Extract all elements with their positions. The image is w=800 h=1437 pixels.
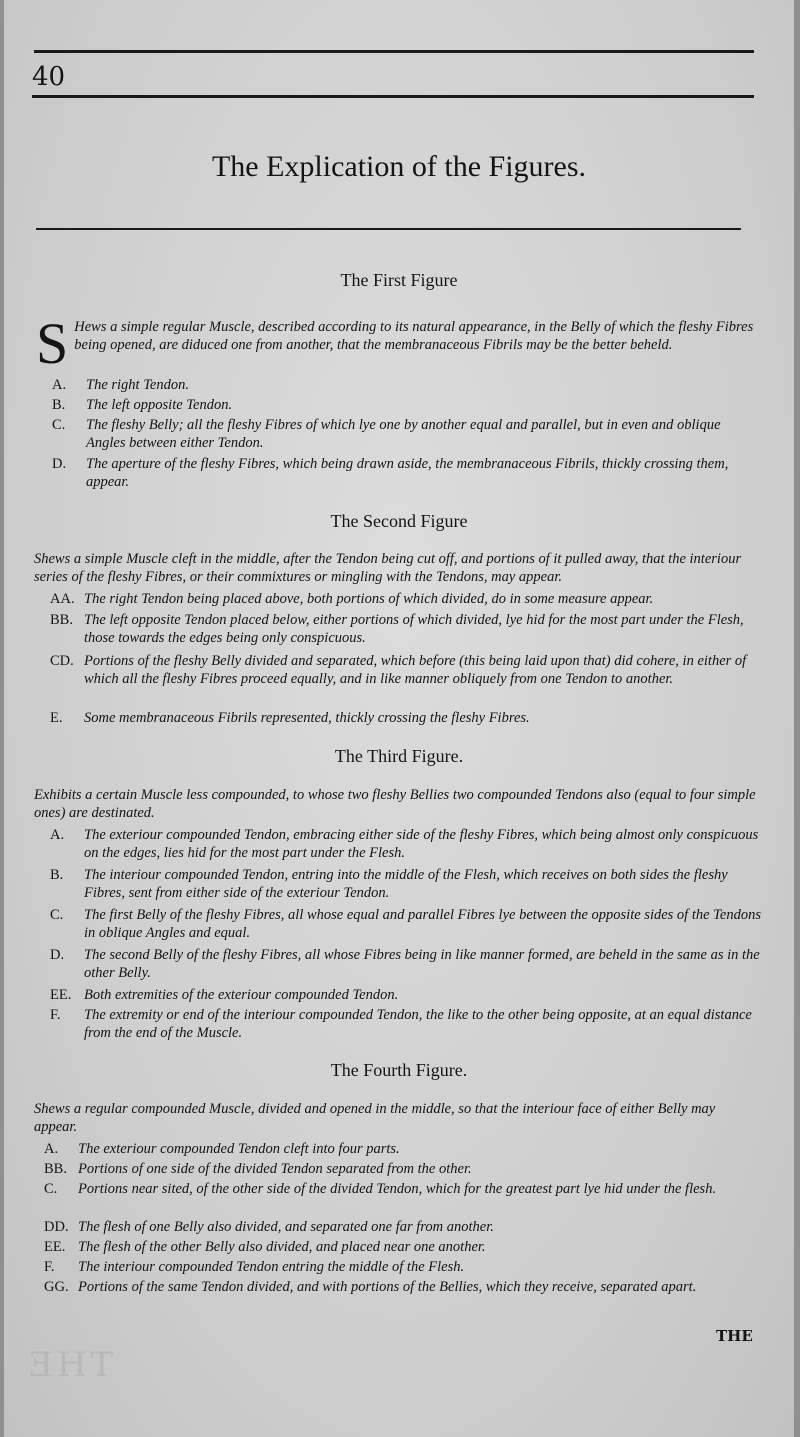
list-item: [50, 611, 762, 647]
item-text: The flesh of one Belly also divided, and separated one far from another.: [78, 1219, 494, 1235]
item-text: Some membranaceous Fibrils represented, thickly crossing the fleshy Fibres.: [84, 710, 530, 726]
title-rule: [36, 228, 741, 230]
item-key: E.: [50, 710, 63, 726]
item-text: Portions of one side of the divided Tendon separated from the other.: [78, 1161, 472, 1177]
list-item: [52, 396, 762, 414]
item-text: Both extremities of the exteriour compounded Tendon.: [84, 987, 399, 1003]
section-heading: The First Figure: [340, 270, 458, 290]
item-key: C.: [50, 907, 64, 923]
item-key: F.: [44, 1259, 55, 1275]
item-text: The fleshy Belly; all the fleshy Fibres of which lye one by another equal and parallel, but in even and oblique Angles between either Tendon.: [86, 417, 721, 451]
section-intro: Shews a simple Muscle cleft in the middle, after the Tendon being cut off, and portions of it pulled away, that the interiour series of the fleshy Fibres, or their commixtures or mingling with the Tendons, may appear.: [34, 551, 742, 585]
list-item: [50, 866, 762, 902]
page-number: 40: [32, 62, 66, 92]
page-title: The Explication of the Figures.: [211, 150, 587, 183]
catchword: THE: [716, 1327, 753, 1345]
section-heading: The Third Figure.: [334, 746, 464, 766]
item-key: A.: [50, 827, 65, 843]
item-text: The interiour compounded Tendon entring the middle of the Flesh.: [78, 1259, 465, 1275]
list-item: [50, 1006, 762, 1042]
list-item: [50, 652, 762, 688]
item-text: Portions of the fleshy Belly divided and separated, which before (this being laid upon that) did cohere, in either of which all the fleshy Fibres proceed equally, and in like manner obliquely from one Tendon to another.: [84, 653, 747, 687]
section-intro: [36, 311, 761, 376]
item-key: A.: [44, 1141, 59, 1157]
item-key: AA.: [50, 591, 75, 607]
bleed-through-text: THE: [24, 1345, 114, 1385]
list-item: [50, 826, 762, 862]
top-rule: [34, 50, 754, 53]
item-key: BB.: [44, 1161, 67, 1177]
list-item: [44, 1258, 762, 1276]
list-item: [44, 1180, 762, 1198]
item-text: Portions near sited, of the other side of the divided Tendon, which for the greatest part lye hid under the flesh.: [78, 1181, 717, 1197]
item-text: The exteriour compounded Tendon, embracing either side of the fleshy Fibres, which being almost only conspicuous on the edges, lies hid for the most part under the Flesh.: [84, 827, 759, 861]
item-key: GG.: [44, 1279, 69, 1295]
item-key: B.: [50, 867, 64, 883]
item-text: The left opposite Tendon placed below, either portions of which divided, lye hid for the most part under the Flesh, those towards the edges being only conspicuous.: [84, 612, 744, 646]
item-text: The right Tendon.: [86, 377, 189, 393]
item-text: The left opposite Tendon.: [86, 397, 233, 413]
item-key: F.: [50, 1007, 61, 1023]
list-item: [44, 1278, 762, 1296]
list-item: [50, 709, 762, 727]
list-item: [44, 1160, 762, 1178]
section-heading: The Fourth Figure.: [330, 1060, 468, 1080]
item-text: The aperture of the fleshy Fibres, which being drawn aside, the membranaceous Fibrils, thickly crossing them, appear.: [86, 456, 729, 490]
list-item: [50, 906, 762, 942]
list-item: [52, 376, 762, 394]
intro-text: Hews a simple regular Muscle, described according to its natural appearance, in the Belly of which the fleshy Fibres being opened, are diduced one from another, that the membranaceous Fibrils may be the better beheld.: [74, 319, 754, 353]
item-key: A.: [52, 377, 67, 393]
item-text: Portions of the same Tendon divided, and with portions of the Bellies, which they receive, separated apart.: [78, 1279, 697, 1295]
list-item: [52, 416, 762, 452]
item-key: C.: [52, 417, 66, 433]
item-text: The extremity or end of the interiour compounded Tendon, the like to the other being opposite, at an equal distance from the end of the Muscle.: [84, 1007, 752, 1041]
list-item: [44, 1218, 762, 1236]
list-item: [50, 946, 762, 982]
item-key: BB.: [50, 612, 73, 628]
item-key: DD.: [44, 1219, 69, 1235]
item-key: D.: [50, 947, 65, 963]
item-key: CD.: [50, 653, 74, 669]
item-text: The exteriour compounded Tendon cleft into four parts.: [78, 1141, 400, 1157]
item-text: The second Belly of the fleshy Fibres, all whose Fibres being in like manner formed, are beheld in the same as in the other Belly.: [84, 947, 760, 981]
item-key: C.: [44, 1181, 58, 1197]
section-intro: Exhibits a certain Muscle less compounded, to whose two fleshy Bellies two compounded Tendons also (equal to four simple ones) are destinated.: [34, 787, 756, 821]
list-item: [44, 1140, 762, 1158]
section-heading: The Second Figure: [330, 511, 468, 531]
item-text: The interiour compounded Tendon, entring into the middle of the Flesh, which receives on both sides the fleshy Fibres, sent from either side of the exteriour Tendon.: [84, 867, 728, 901]
item-key: EE.: [44, 1239, 66, 1255]
list-item: [52, 455, 762, 491]
list-item: [44, 1238, 762, 1256]
item-key: D.: [52, 456, 67, 472]
list-item: [50, 590, 762, 608]
item-text: The right Tendon being placed above, both portions of which divided, do in some measure appear.: [84, 591, 654, 607]
header-rule: [32, 95, 754, 98]
drop-cap: S: [36, 311, 69, 376]
list-item: [50, 986, 762, 1004]
item-text: The flesh of the other Belly also divided, and placed near one another.: [78, 1239, 486, 1255]
section-intro: Shews a regular compounded Muscle, divided and opened in the middle, so that the interiour face of either Belly may appear.: [34, 1101, 716, 1135]
book-page: [4, 0, 794, 1437]
item-key: EE.: [50, 987, 72, 1003]
item-text: The first Belly of the fleshy Fibres, all whose equal and parallel Fibres lye between the opposite sides of the Tendons in oblique Angles and equal.: [84, 907, 761, 941]
item-key: B.: [52, 397, 66, 413]
